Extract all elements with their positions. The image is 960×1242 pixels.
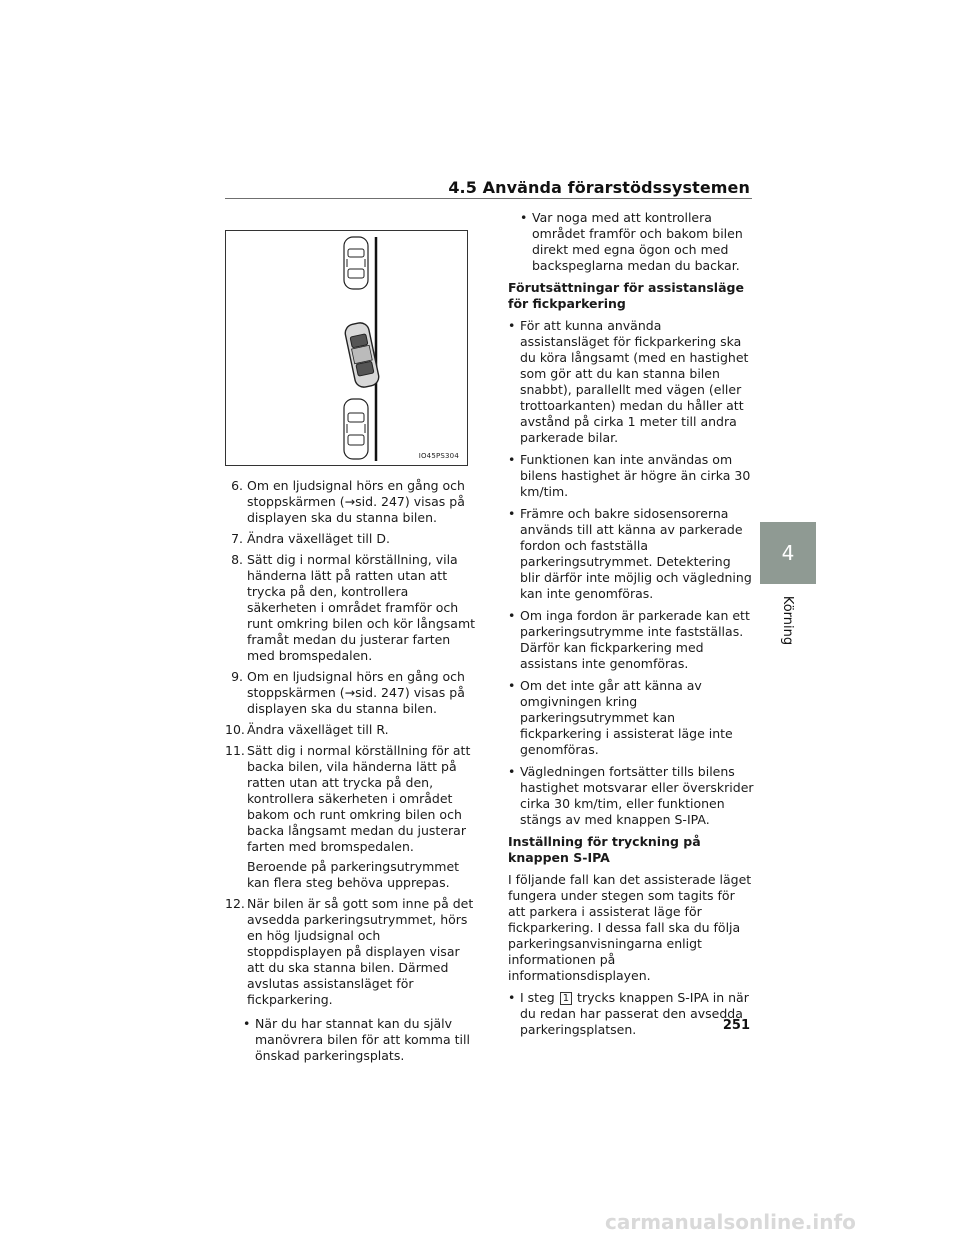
step-text: När bilen är så gott som inne på det avsedda parkeringsutrymmet, hörs en hög ljudsignal och stoppdisplayen på displayen visar att du ska stanna bilen. Därmed avslutas assistansläget för fickparkering. xyxy=(247,896,474,1007)
last-bullet xyxy=(508,990,754,1038)
bullet-dot: • xyxy=(508,678,516,693)
step-item xyxy=(225,722,477,738)
last-bullet-text xyxy=(520,990,754,1038)
step-number: 7. xyxy=(231,531,243,546)
step-item xyxy=(225,669,477,717)
step-box-number: 1 xyxy=(560,992,572,1005)
bullet-dot: • xyxy=(508,608,516,623)
section-heading-sipa: Inställning för tryckning på knappen S-IPA xyxy=(508,834,701,865)
step-text: Sätt dig i normal körställning, vila händerna lätt på ratten utan att trycka på den, kontrollera säkerheten i området framför och runt omkring bilen och kör långsamt framåt medan du justerar farten med bromspedalen. xyxy=(247,552,476,663)
parked-car-rear xyxy=(344,399,368,459)
bullet-dot: • xyxy=(508,506,516,521)
list-item-text: Funktionen kan inte användas om bilens hastighet är högre än cirka 30 km/tim. xyxy=(520,452,751,499)
watermark: carmanualsonline.info xyxy=(605,1210,856,1234)
left-column xyxy=(225,478,477,1070)
step-number: 9. xyxy=(231,669,243,684)
top-bullet xyxy=(520,210,754,274)
top-bullet-text: Var noga med att kontrollera området framför och bakom bilen direkt med egna ögon och med backspeglarna medan du backar. xyxy=(532,210,743,273)
list-item-text: Vägledningen fortsätter tills bilens hastighet motsvarar eller överskrider cirka 30 km/tim, eller funktionen stängs av med knappen S-IPA. xyxy=(520,764,754,827)
last-bullet-post: trycks knappen S-IPA in när du redan har passerat den avsedda parkeringsplatsen. xyxy=(520,990,749,1037)
list-item xyxy=(508,452,754,500)
step-text: Om en ljudsignal hörs en gång och stoppskärmen (→sid. 247) visas på displayen ska du stanna bilen. xyxy=(247,669,465,716)
bullet-dot: • xyxy=(508,990,516,1005)
right-column xyxy=(508,210,754,1044)
step-text: Sätt dig i normal körställning för att backa bilen, vila händerna lätt på ratten utan att trycka på den, kontrollera säkerheten i området bakom och runt omkring bilen och backa långsamt medan du justerar farten med bromspedalen. xyxy=(247,743,471,854)
chapter-label: Körning xyxy=(780,595,796,645)
list-item xyxy=(508,506,754,602)
parked-car-front xyxy=(344,237,368,289)
parking-diagram xyxy=(226,231,467,465)
list-item xyxy=(508,608,754,672)
sipa-paragraph: I följande fall kan det assisterade läget fungera under stegen som tagits för att parkera i assisterat läge för fickparkering. I dessa fall ska du följa parkeringsanvisningarna enligt informationen på informationsdisplayen. xyxy=(508,872,752,983)
prerequisites-list xyxy=(508,318,754,828)
list-item-text: För att kunna använda assistansläget för fickparkering ska du köra långsamt (med en hastighet som gör att du kan stanna bilen snabbt), parallellt med vägen (eller trottoarkanten) medan du håller att avstånd på cirka 1 meter till andra parkerade bilar. xyxy=(520,318,749,445)
list-item xyxy=(508,318,754,446)
bullet-dot: • xyxy=(520,210,528,225)
sub-bullet xyxy=(243,1016,477,1064)
bullet-dot: • xyxy=(243,1016,251,1031)
step-number: 8. xyxy=(231,552,243,567)
figure-id-label: IO45PS304 xyxy=(418,452,459,460)
list-item xyxy=(508,678,754,758)
step-item xyxy=(225,896,477,1008)
step-item xyxy=(225,478,477,526)
header-rule xyxy=(225,198,752,199)
step-number: 6. xyxy=(231,478,243,493)
step-number: 12. xyxy=(225,896,245,911)
header-section-title: 4.5 Använda förarstödssystemen xyxy=(448,178,750,197)
page-number: 251 xyxy=(722,1018,750,1033)
step-item xyxy=(225,531,477,547)
step-item xyxy=(225,743,477,891)
chapter-label-wrap xyxy=(760,590,816,650)
step-list xyxy=(225,478,477,1008)
step-text: Ändra växelläget till R. xyxy=(247,722,389,737)
chapter-number: 4 xyxy=(781,541,795,565)
step-item xyxy=(225,552,477,664)
list-item-text: Om det inte går att känna av omgivningen kring parkeringsutrymmet kan fickparkering i assisterat läge inte genomföras. xyxy=(520,678,733,757)
step-note: Beroende på parkeringsutrymmet kan flera steg behöva upprepas. xyxy=(247,859,460,890)
list-item-text: Främre och bakre sidosensorerna används till att känna av parkerade fordon och fastställa parkeringsutrymmet. Detektering blir därför inte möjlig och vägledning kan inte genomföras. xyxy=(520,506,752,601)
section-heading-prerequisites: Förutsättningar för assistansläge för fickparkering xyxy=(508,280,744,311)
bullet-dot: • xyxy=(508,318,516,333)
step-text: Ändra växelläget till D. xyxy=(247,531,390,546)
parking-illustration xyxy=(225,230,468,466)
list-item xyxy=(508,764,754,828)
bullet-dot: • xyxy=(508,452,516,467)
sub-bullet-text: När du har stannat kan du själv manövrera bilen för att komma till önskad parkeringsplats. xyxy=(255,1016,470,1063)
bullet-dot: • xyxy=(508,764,516,779)
chapter-tab[interactable] xyxy=(760,522,816,584)
step-number: 11. xyxy=(225,743,245,758)
step-number: 10. xyxy=(225,722,245,737)
step-text: Om en ljudsignal hörs en gång och stoppskärmen (→sid. 247) visas på displayen ska du stanna bilen. xyxy=(247,478,465,525)
last-bullet-pre: I steg xyxy=(520,990,555,1005)
list-item-text: Om inga fordon är parkerade kan ett parkeringsutrymme inte fastställas. Därför kan fickparkering med assistans inte genomföras. xyxy=(520,608,750,671)
